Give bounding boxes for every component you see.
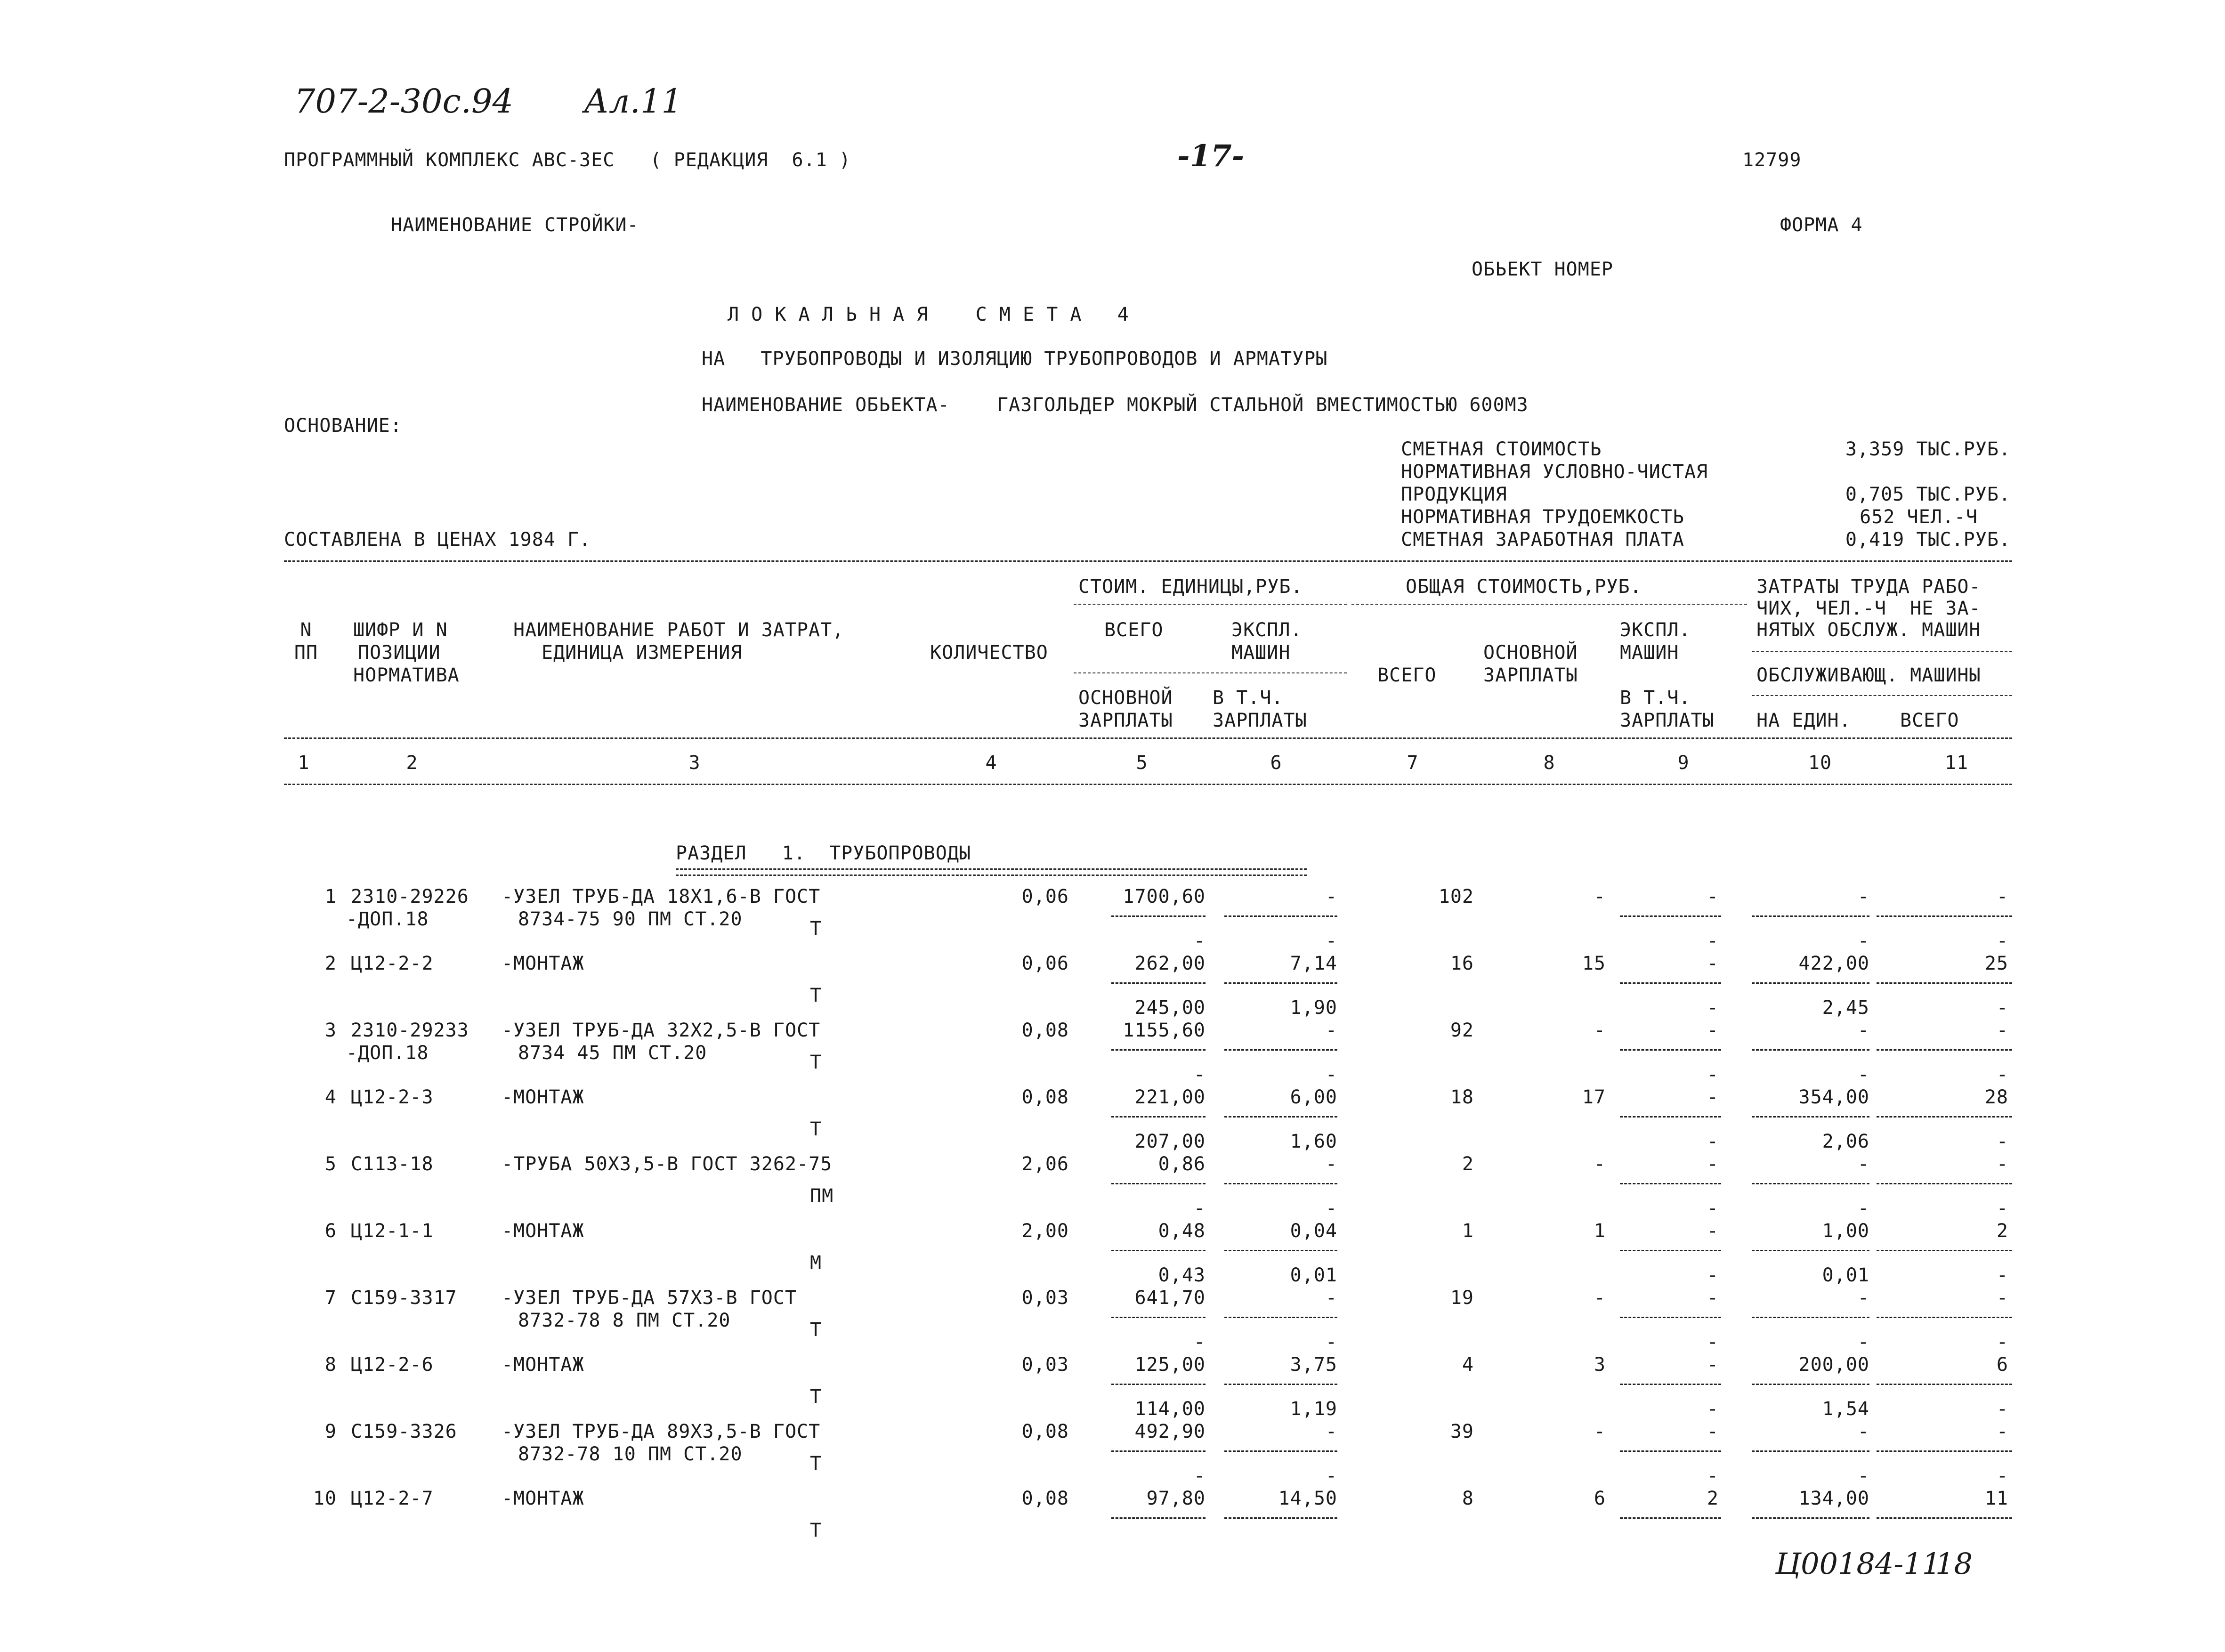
summary-label-cost: СМЕТНАЯ СТОИМОСТЬ — [1401, 438, 1602, 460]
row-total: 16 — [1450, 953, 1474, 974]
labor-label-3: НЯТЫХ ОБСЛУЖ. МАШИН — [1756, 619, 1981, 641]
row-labor-total-2: - — [1996, 1465, 2008, 1487]
row-unit-divider — [1111, 1517, 1206, 1519]
row-unit-divider — [1111, 1250, 1206, 1251]
row-code: -ДОП.18 — [346, 1042, 429, 1064]
col-qty-label: КОЛИЧЕСТВО — [930, 642, 1048, 664]
row-name: 8734 45 ПМ СТ.20 — [518, 1042, 707, 1064]
row-total-divider — [1620, 1317, 1721, 1318]
row-unit-wage: - — [1193, 1198, 1206, 1219]
row-labor-divider-2 — [1877, 1116, 2012, 1118]
row-code: С159-3326 — [351, 1421, 457, 1442]
page-number: -17- — [1177, 138, 1245, 174]
row-labor-divider — [1752, 1450, 1869, 1452]
row-total-divider — [1620, 915, 1721, 917]
row-labor-total: 11 — [1984, 1488, 2008, 1509]
total-incl-label-2: ЗАРПЛАТЫ — [1620, 710, 1715, 731]
row-unit-divider — [1111, 1450, 1206, 1452]
row-labor-unit: - — [1857, 1421, 1869, 1442]
row-number: 2 — [324, 953, 337, 974]
row-labor-divider — [1752, 915, 1869, 917]
summary-label-product: НОРМАТИВНАЯ УСЛОВНО-ЧИСТАЯ — [1401, 461, 1708, 483]
row-unit-divider-2 — [1224, 982, 1337, 984]
row-name: -УЗЕЛ ТРУБ-ДА 89Х3,5-В ГОСТ — [502, 1421, 821, 1442]
row-unit: Т — [810, 985, 822, 1006]
row-unit-incl-wage: - — [1325, 1331, 1337, 1353]
row-labor-total: - — [1996, 1287, 2008, 1309]
row-unit-cost: 262,00 — [1134, 953, 1206, 974]
row-number: 10 — [313, 1488, 337, 1509]
row-labor-unit: 1,00 — [1822, 1220, 1869, 1242]
row-code: Ц12-2-6 — [351, 1354, 434, 1376]
row-total-divider — [1620, 982, 1721, 984]
row-unit-divider — [1111, 1116, 1206, 1118]
unit-cost-label: СТОИМ. ЕДИНИЦЫ,РУБ. — [1078, 576, 1303, 598]
stamp-code: Ц00184-11 — [1775, 1547, 1941, 1581]
row-unit-cost: 97,80 — [1146, 1488, 1206, 1509]
summary-label-wage: СМЕТНАЯ ЗАРАБОТНАЯ ПЛАТА — [1401, 529, 1684, 551]
row-labor-total-2: - — [1996, 1331, 2008, 1353]
row-unit-cost: 221,00 — [1134, 1086, 1206, 1108]
row-total-machines: - — [1707, 1354, 1719, 1376]
unit-total-label: ВСЕГО — [1104, 619, 1164, 641]
row-code: Ц12-1-1 — [351, 1220, 434, 1242]
row-unit-incl-wage: - — [1325, 1198, 1337, 1219]
total-cost-rule — [1351, 604, 1747, 605]
row-unit-machines: 7,14 — [1290, 953, 1337, 974]
row-unit: Т — [810, 1386, 822, 1408]
row-unit-wage: - — [1193, 930, 1206, 952]
row-total-incl-wage: - — [1707, 1198, 1719, 1219]
total-wage-label: ОСНОВНОЙ — [1483, 642, 1578, 664]
col-number-1: 1 — [298, 752, 310, 774]
total-wage-label-2: ЗАРПЛАТЫ — [1483, 664, 1578, 686]
row-total-wage: 17 — [1582, 1086, 1606, 1108]
row-labor-unit-2: - — [1857, 1331, 1869, 1353]
estimate-subject: НА ТРУБОПРОВОДЫ И ИЗОЛЯЦИЮ ТРУБОПРОВОДОВ И АРМАТУРЫ — [702, 348, 1328, 370]
row-unit-divider-2 — [1224, 1049, 1337, 1051]
row-unit-cost: 0,48 — [1158, 1220, 1206, 1242]
object-name: НАИМЕНОВАНИЕ ОБЬЕКТА- ГАЗГОЛЬДЕР МОКРЫЙ СТАЛЬНОЙ ВМЕСТИМОСТЬЮ 600М3 — [702, 394, 1529, 416]
row-unit-divider-2 — [1224, 1450, 1337, 1452]
row-labor-total-2: - — [1996, 1198, 2008, 1219]
row-quantity: 0,03 — [1021, 1287, 1069, 1309]
row-unit-divider — [1111, 1317, 1206, 1318]
row-labor-divider-2 — [1877, 1250, 2012, 1251]
unit-cost-rule — [1074, 604, 1347, 605]
row-total-wage: - — [1594, 1153, 1606, 1175]
row-unit-machines: - — [1325, 1020, 1337, 1041]
row-unit-divider — [1111, 1049, 1206, 1051]
col-code-label-3: НОРМАТИВА — [353, 664, 460, 686]
labor-label-2: ЧИХ, ЧЕЛ.-Ч НЕ ЗА- — [1756, 598, 1981, 619]
row-labor-divider — [1752, 1116, 1869, 1118]
row-unit-cost: 1155,60 — [1123, 1020, 1206, 1041]
row-labor-unit-2: 2,06 — [1822, 1131, 1869, 1152]
col-code-label-2: ПОЗИЦИИ — [358, 642, 441, 664]
row-labor-divider-2 — [1877, 1183, 2012, 1184]
unit-machines-label-2: МАШИН — [1231, 642, 1291, 664]
col-number-7: 7 — [1407, 752, 1419, 774]
row-labor-divider — [1752, 1317, 1869, 1318]
row-unit-machines: - — [1325, 886, 1337, 907]
row-unit-wage: 245,00 — [1134, 997, 1206, 1019]
row-quantity: 0,06 — [1021, 953, 1069, 974]
summary-value-cost: 3,359 ТЫС.РУБ. — [1845, 438, 2011, 460]
row-number: 7 — [324, 1287, 337, 1309]
labor-total-label: ВСЕГО — [1900, 710, 1959, 731]
row-unit-divider — [1111, 915, 1206, 917]
col-number-4: 4 — [985, 752, 997, 774]
row-labor-unit: 354,00 — [1798, 1086, 1869, 1108]
unit-wage-label: ОСНОВНОЙ — [1078, 687, 1173, 709]
row-labor-divider-2 — [1877, 1049, 2012, 1051]
summary-value-wage: 0,419 ТЫС.РУБ. — [1845, 529, 2011, 551]
row-labor-unit-2: - — [1857, 1198, 1869, 1219]
col-number-2: 2 — [406, 752, 418, 774]
row-total-machines: - — [1707, 1220, 1719, 1242]
total-machines-label-2: МАШИН — [1620, 642, 1679, 664]
row-unit: Т — [810, 1319, 822, 1341]
row-total-divider — [1620, 1384, 1721, 1385]
col-name-label-2: ЕДИНИЦА ИЗМЕРЕНИЯ — [542, 642, 743, 664]
row-unit-machines: 6,00 — [1290, 1086, 1337, 1108]
col-name-label: НАИМЕНОВАНИЕ РАБОТ И ЗАТРАТ, — [513, 619, 844, 641]
labor-label: ЗАТРАТЫ ТРУДА РАБО- — [1756, 576, 1981, 598]
row-unit: Т — [810, 1453, 822, 1474]
header-bottom-rule — [284, 737, 2012, 739]
row-unit: Т — [810, 1052, 822, 1073]
row-number: 9 — [324, 1421, 337, 1442]
row-total-machines: - — [1707, 1287, 1719, 1309]
row-labor-unit-2: - — [1857, 1064, 1869, 1085]
row-unit-cost: 1700,60 — [1123, 886, 1206, 907]
row-total: 2 — [1462, 1153, 1474, 1175]
row-number: 8 — [324, 1354, 337, 1376]
summary-value-labor: 652 ЧЕЛ.-Ч — [1860, 506, 1978, 528]
object-number-label: ОБЬЕКТ НОМЕР — [1472, 259, 1613, 280]
row-unit-machines: 14,50 — [1278, 1488, 1337, 1509]
col-number-6: 6 — [1270, 752, 1282, 774]
row-labor-unit: - — [1857, 1020, 1869, 1041]
row-unit-divider-2 — [1224, 915, 1337, 917]
unit-mid-rule — [1074, 672, 1347, 673]
row-total-wage: 3 — [1594, 1354, 1606, 1376]
row-quantity: 0,08 — [1021, 1086, 1069, 1108]
header-top-rule — [284, 560, 2012, 562]
row-total-machines: - — [1707, 1153, 1719, 1175]
row-total: 39 — [1450, 1421, 1474, 1442]
row-total: 18 — [1450, 1086, 1474, 1108]
row-unit-divider-2 — [1224, 1183, 1337, 1184]
row-name: -УЗЕЛ ТРУБ-ДА 57Х3-В ГОСТ — [502, 1287, 797, 1309]
col-number-11: 11 — [1944, 752, 1969, 774]
row-total-incl-wage: - — [1707, 1264, 1719, 1286]
row-total-wage: 15 — [1582, 953, 1606, 974]
row-total: 1 — [1462, 1220, 1474, 1242]
construction-name-label: НАИМЕНОВАНИЕ СТРОЙКИ- — [391, 214, 639, 236]
row-total-wage: - — [1594, 1421, 1606, 1442]
row-number: 4 — [324, 1086, 337, 1108]
total-machines-label: ЭКСПЛ. — [1620, 619, 1691, 641]
col-number-9: 9 — [1677, 752, 1690, 774]
row-total: 92 — [1450, 1020, 1474, 1041]
total-incl-label: В Т.Ч. — [1620, 687, 1691, 709]
row-total-machines: - — [1707, 1020, 1719, 1041]
labor-rule — [1752, 651, 2012, 652]
row-labor-unit: - — [1857, 886, 1869, 907]
summary-label-product-2: ПРОДУКЦИЯ — [1401, 484, 1507, 505]
row-total-machines: 2 — [1707, 1488, 1719, 1509]
row-total-incl-wage: - — [1707, 1331, 1719, 1353]
summary-value-product: 0,705 ТЫС.РУБ. — [1845, 484, 2011, 505]
row-labor-unit: - — [1857, 1153, 1869, 1175]
form-label: ФОРМА 4 — [1780, 214, 1863, 236]
row-unit-divider — [1111, 982, 1206, 984]
section-underline — [676, 868, 1307, 876]
row-labor-unit-2: 2,45 — [1822, 997, 1869, 1019]
row-unit-divider-2 — [1224, 1116, 1337, 1118]
row-total-wage: 1 — [1594, 1220, 1606, 1242]
row-unit-cost: 125,00 — [1134, 1354, 1206, 1376]
row-quantity: 0,03 — [1021, 1354, 1069, 1376]
total-cost-label: ОБЩАЯ СТОИМОСТЬ,РУБ. — [1406, 576, 1642, 598]
row-unit-cost: 0,86 — [1158, 1153, 1206, 1175]
row-name: -МОНТАЖ — [502, 1086, 584, 1108]
unit-incl-label: В Т.Ч. — [1213, 687, 1284, 709]
row-name: 8734-75 90 ПМ СТ.20 — [518, 908, 743, 930]
row-quantity: 0,06 — [1021, 886, 1069, 907]
row-unit-incl-wage: 0,01 — [1290, 1264, 1337, 1286]
row-unit-divider — [1111, 1183, 1206, 1184]
row-labor-total: - — [1996, 1421, 2008, 1442]
col-number-10: 10 — [1808, 752, 1832, 774]
col-n-label: N — [300, 619, 312, 641]
document-number: 12799 — [1742, 149, 1802, 171]
labor-unit-label: НА ЕДИН. — [1756, 710, 1851, 731]
row-unit-cost: 492,90 — [1134, 1421, 1206, 1442]
col-code-label: ШИФР И N — [353, 619, 448, 641]
row-total: 102 — [1438, 886, 1474, 907]
row-total-machines: - — [1707, 1421, 1719, 1442]
row-unit-wage: 114,00 — [1134, 1398, 1206, 1420]
row-name: -МОНТАЖ — [502, 1220, 584, 1242]
row-labor-total-2: - — [1996, 997, 2008, 1019]
row-number: 1 — [324, 886, 337, 907]
unit-incl-label-2: ЗАРПЛАТЫ — [1213, 710, 1307, 731]
row-total-divider — [1620, 1250, 1721, 1251]
row-total-incl-wage: - — [1707, 1064, 1719, 1085]
row-labor-divider-2 — [1877, 982, 2012, 984]
row-unit-machines: - — [1325, 1287, 1337, 1309]
row-code: 2310-29233 — [351, 1020, 469, 1041]
row-labor-unit: 200,00 — [1798, 1354, 1869, 1376]
row-quantity: 0,08 — [1021, 1020, 1069, 1041]
row-labor-divider-2 — [1877, 915, 2012, 917]
row-labor-divider — [1752, 982, 1869, 984]
row-unit-divider-2 — [1224, 1317, 1337, 1318]
col-number-8: 8 — [1543, 752, 1555, 774]
row-labor-total-2: - — [1996, 1131, 2008, 1152]
row-unit-divider-2 — [1224, 1250, 1337, 1251]
row-total-wage: - — [1594, 886, 1606, 907]
row-labor-total: - — [1996, 1153, 2008, 1175]
row-name: -МОНТАЖ — [502, 1488, 584, 1509]
row-labor-total: 25 — [1984, 953, 2008, 974]
row-labor-total: - — [1996, 1020, 2008, 1041]
row-unit-wage: - — [1193, 1331, 1206, 1353]
row-number: 5 — [324, 1153, 337, 1175]
row-labor-total: 6 — [1996, 1354, 2008, 1376]
row-name: -УЗЕЛ ТРУБ-ДА 18Х1,6-В ГОСТ — [502, 886, 821, 907]
row-code: С113-18 — [351, 1153, 434, 1175]
row-unit-wage: - — [1193, 1064, 1206, 1085]
row-unit-divider — [1111, 1384, 1206, 1385]
unit-machines-label: ЭКСПЛ. — [1231, 619, 1303, 641]
row-total-machines: - — [1707, 886, 1719, 907]
row-code: Ц12-2-7 — [351, 1488, 434, 1509]
row-unit-incl-wage: - — [1325, 1465, 1337, 1487]
estimate-title: Л О К А Л Ь Н А Я С М Е Т А 4 — [728, 304, 1129, 325]
row-code: Ц12-2-3 — [351, 1086, 434, 1108]
row-unit-divider-2 — [1224, 1384, 1337, 1385]
row-labor-divider — [1752, 1183, 1869, 1184]
row-unit-wage: 207,00 — [1134, 1131, 1206, 1152]
row-name: -УЗЕЛ ТРУБ-ДА 32Х2,5-В ГОСТ — [502, 1020, 821, 1041]
row-total-wage: - — [1594, 1287, 1606, 1309]
row-labor-divider-2 — [1877, 1384, 2012, 1385]
row-labor-divider-2 — [1877, 1450, 2012, 1452]
row-unit-incl-wage: - — [1325, 1064, 1337, 1085]
row-name: -ТРУБА 50Х3,5-В ГОСТ 3262-75 — [502, 1153, 833, 1175]
row-labor-divider — [1752, 1250, 1869, 1251]
row-code: 2310-29226 — [351, 886, 469, 907]
row-total-wage: - — [1594, 1020, 1606, 1041]
row-unit-machines: - — [1325, 1421, 1337, 1442]
row-labor-total: 28 — [1984, 1086, 2008, 1108]
row-code: С159-3317 — [351, 1287, 457, 1309]
row-total-divider — [1620, 1049, 1721, 1051]
row-unit-incl-wage: 1,60 — [1290, 1131, 1337, 1152]
row-total-incl-wage: - — [1707, 930, 1719, 952]
row-unit: М — [810, 1252, 822, 1274]
row-labor-unit-2: - — [1857, 930, 1869, 952]
row-labor-divider-2 — [1877, 1317, 2012, 1318]
total-all-label: ВСЕГО — [1377, 664, 1437, 686]
row-labor-total-2: - — [1996, 1398, 2008, 1420]
row-name: 8732-78 8 ПМ СТ.20 — [518, 1310, 731, 1331]
row-unit: Т — [810, 1520, 822, 1541]
row-total-incl-wage: - — [1707, 997, 1719, 1019]
row-unit-incl-wage: - — [1325, 930, 1337, 952]
row-code: Ц12-2-2 — [351, 953, 434, 974]
col-n-label-2: ПП — [294, 642, 318, 664]
row-number: 3 — [324, 1020, 337, 1041]
labor-label-4: ОБСЛУЖИВАЮЩ. МАШИНЫ — [1756, 664, 1981, 686]
row-total: 8 — [1462, 1488, 1474, 1509]
unit-wage-label-2: ЗАРПЛАТЫ — [1078, 710, 1173, 731]
row-labor-unit-2: - — [1857, 1465, 1869, 1487]
row-labor-divider — [1752, 1384, 1869, 1385]
row-labor-unit: 422,00 — [1798, 953, 1869, 974]
row-labor-total: - — [1996, 886, 2008, 907]
row-name: 8732-78 10 ПМ СТ.20 — [518, 1443, 743, 1465]
row-labor-divider-2 — [1877, 1517, 2012, 1519]
col-number-5: 5 — [1136, 752, 1148, 774]
row-unit-machines: 0,04 — [1290, 1220, 1337, 1242]
row-total-divider — [1620, 1517, 1721, 1519]
row-unit-incl-wage: 1,90 — [1290, 997, 1337, 1019]
row-name: -МОНТАЖ — [502, 1354, 584, 1376]
col-number-3: 3 — [688, 752, 701, 774]
row-labor-total-2: - — [1996, 1264, 2008, 1286]
row-labor-divider — [1752, 1517, 1869, 1519]
row-total-incl-wage: - — [1707, 1398, 1719, 1420]
row-total-wage: 6 — [1594, 1488, 1606, 1509]
section-title: РАЗДЕЛ 1. ТРУБОПРОВОДЫ — [676, 842, 971, 864]
row-quantity: 0,08 — [1021, 1421, 1069, 1442]
row-quantity: 2,00 — [1021, 1220, 1069, 1242]
row-total-incl-wage: - — [1707, 1131, 1719, 1152]
row-number: 6 — [324, 1220, 337, 1242]
row-labor-total-2: - — [1996, 1064, 2008, 1085]
row-labor-unit: 134,00 — [1798, 1488, 1869, 1509]
row-unit-wage: - — [1193, 1465, 1206, 1487]
row-unit: Т — [810, 1118, 822, 1140]
summary-label-labor: НОРМАТИВНАЯ ТРУДОЕМКОСТЬ — [1401, 506, 1684, 528]
handwritten-code: 707-2-30с.94 — [294, 82, 514, 121]
row-code: -ДОП.18 — [346, 908, 429, 930]
row-unit-cost: 641,70 — [1134, 1287, 1206, 1309]
row-total: 19 — [1450, 1287, 1474, 1309]
handwritten-album: Ал.11 — [584, 82, 682, 121]
row-total-divider — [1620, 1116, 1721, 1118]
row-unit: ПМ — [810, 1185, 834, 1207]
row-quantity: 0,08 — [1021, 1488, 1069, 1509]
row-quantity: 2,06 — [1021, 1153, 1069, 1175]
row-total-machines: - — [1707, 1086, 1719, 1108]
row-unit-machines: 3,75 — [1290, 1354, 1337, 1376]
row-total: 4 — [1462, 1354, 1474, 1376]
row-unit-divider-2 — [1224, 1517, 1337, 1519]
row-total-incl-wage: - — [1707, 1465, 1719, 1487]
row-unit: Т — [810, 918, 822, 939]
row-name: -МОНТАЖ — [502, 953, 584, 974]
row-labor-unit-2: 1,54 — [1822, 1398, 1869, 1420]
row-total-divider — [1620, 1450, 1721, 1452]
row-labor-unit-2: 0,01 — [1822, 1264, 1869, 1286]
basis-label: ОСНОВАНИЕ: — [284, 415, 402, 437]
program-line: ПРОГРАММНЫЙ КОМПЛЕКС АВС-3ЕС ( РЕДАКЦИЯ 6.1 ) — [284, 149, 851, 171]
prices-label: СОСТАВЛЕНА В ЦЕНАХ 1984 Г. — [284, 529, 591, 551]
row-unit-wage: 0,43 — [1158, 1264, 1206, 1286]
row-labor-total-2: - — [1996, 930, 2008, 952]
row-labor-unit: - — [1857, 1287, 1869, 1309]
row-unit-incl-wage: 1,19 — [1290, 1398, 1337, 1420]
row-labor-total: 2 — [1996, 1220, 2008, 1242]
stamp-page: 18 — [1935, 1547, 1973, 1581]
row-unit-machines: - — [1325, 1153, 1337, 1175]
row-labor-divider — [1752, 1049, 1869, 1051]
row-total-machines: - — [1707, 953, 1719, 974]
row-total-divider — [1620, 1183, 1721, 1184]
numbers-bottom-rule — [284, 784, 2012, 785]
labor-rule-2 — [1752, 695, 2012, 696]
